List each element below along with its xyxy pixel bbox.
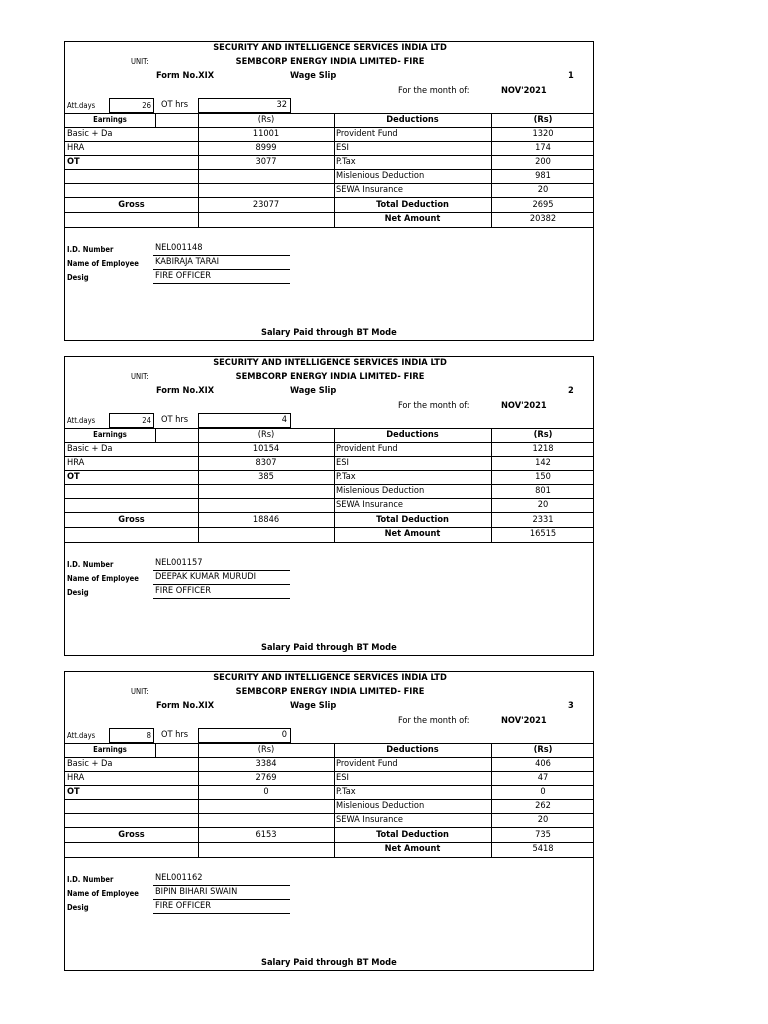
desig-label: Desig xyxy=(67,588,89,597)
deduction-label: P.Tax xyxy=(336,156,356,167)
gross-label: Gross xyxy=(118,829,145,840)
ot-hrs-label: OT hrs xyxy=(161,414,189,425)
id-number: NEL001157 xyxy=(155,557,203,568)
deductions-header: Deductions xyxy=(386,744,439,755)
table-col-rule xyxy=(155,428,156,442)
wage-slip xyxy=(64,671,594,971)
payment-mode-note: Salary Paid through BT Mode xyxy=(261,642,397,653)
unit-name: SEMBCORP ENERGY INDIA LIMITED- FIRE xyxy=(235,56,425,67)
deduction-label: Provident Fund xyxy=(336,758,398,769)
total-deduction-value: 735 xyxy=(535,829,551,840)
deduction-label: ESI xyxy=(336,772,349,783)
payment-mode-note: Salary Paid through BT Mode xyxy=(261,957,397,968)
att-days-label: Att.days xyxy=(67,416,96,425)
table-row-rule xyxy=(65,197,593,198)
net-amount-label: Net Amount xyxy=(384,843,441,854)
net-amount-value: 16515 xyxy=(529,528,557,539)
employee-name-label: Name of Employee xyxy=(67,259,139,268)
employee-name-label: Name of Employee xyxy=(67,889,139,898)
wage-slip xyxy=(64,41,594,341)
earning-value: 8999 xyxy=(255,142,277,153)
name-underline xyxy=(153,255,290,256)
id-number: NEL001162 xyxy=(155,872,203,883)
deductions-rs-header: (Rs) xyxy=(533,114,553,125)
ot-hrs-value: 4 xyxy=(281,414,287,425)
earning-value: 385 xyxy=(258,471,274,482)
earning-label: OT xyxy=(67,786,80,797)
earning-value: 10154 xyxy=(252,443,280,454)
deduction-value: 47 xyxy=(537,772,549,783)
gross-value: 23077 xyxy=(252,199,280,210)
deduction-label: SEWA Insurance xyxy=(336,184,403,195)
table-row-rule xyxy=(65,827,593,828)
id-label: I.D. Number xyxy=(67,560,114,569)
table-col-rule xyxy=(155,113,156,127)
deductions-header: Deductions xyxy=(386,114,439,125)
unit-name: SEMBCORP ENERGY INDIA LIMITED- FIRE xyxy=(235,371,425,382)
form-number: Form No.XIX xyxy=(156,70,215,81)
deduction-value: 150 xyxy=(535,471,551,482)
total-deduction-value: 2331 xyxy=(532,514,554,525)
earning-label: HRA xyxy=(67,457,85,468)
deduction-value: 1218 xyxy=(532,443,554,454)
deduction-label: Mislenious Deduction xyxy=(336,800,425,811)
deduction-value: 20 xyxy=(537,184,549,195)
designation: FIRE OFFICER xyxy=(155,585,211,596)
deduction-value: 200 xyxy=(535,156,551,167)
employee-name: DEEPAK KUMAR MURUDI xyxy=(155,571,257,582)
att-days-label: Att.days xyxy=(67,731,96,740)
att-days-value: 8 xyxy=(146,731,151,740)
ot-hrs-value: 32 xyxy=(276,99,287,110)
month-label: For the month of: xyxy=(398,715,470,726)
wage-slip xyxy=(64,356,594,656)
deduction-label: Provident Fund xyxy=(336,443,398,454)
total-deduction-label: Total Deduction xyxy=(376,199,449,210)
att-days-value: 26 xyxy=(142,101,151,110)
ot-hrs-label: OT hrs xyxy=(161,99,189,110)
deductions-header: Deductions xyxy=(386,429,439,440)
desig-underline xyxy=(153,283,290,284)
employee-name: KABIRAJA TARAI xyxy=(155,256,220,267)
unit-name: SEMBCORP ENERGY INDIA LIMITED- FIRE xyxy=(235,686,425,697)
unit-label: UNIT: xyxy=(131,687,149,696)
payment-mode-note: Salary Paid through BT Mode xyxy=(261,327,397,338)
deduction-value: 0 xyxy=(540,786,546,797)
earning-label: HRA xyxy=(67,772,85,783)
month-value: NOV'2021 xyxy=(501,400,547,411)
slip-number: 1 xyxy=(568,70,574,81)
id-number: NEL001148 xyxy=(155,242,203,253)
net-amount-value: 5418 xyxy=(532,843,554,854)
gross-label: Gross xyxy=(118,514,145,525)
name-underline xyxy=(153,570,290,571)
desig-label: Desig xyxy=(67,273,89,282)
net-amount-label: Net Amount xyxy=(384,213,441,224)
unit-label: UNIT: xyxy=(131,372,149,381)
earning-value: 3077 xyxy=(255,156,277,167)
form-number: Form No.XIX xyxy=(156,700,215,711)
month-label: For the month of: xyxy=(398,400,470,411)
month-value: NOV'2021 xyxy=(501,85,547,96)
earning-value: 8307 xyxy=(255,457,277,468)
designation: FIRE OFFICER xyxy=(155,270,211,281)
deduction-label: Provident Fund xyxy=(336,128,398,139)
earning-label: OT xyxy=(67,471,80,482)
month-value: NOV'2021 xyxy=(501,715,547,726)
deduction-value: 801 xyxy=(535,485,551,496)
deduction-value: 262 xyxy=(535,800,551,811)
table-row-rule xyxy=(65,512,593,513)
table-bottom-rule xyxy=(65,542,593,543)
att-days-label: Att.days xyxy=(67,101,96,110)
earnings-header: Earnings xyxy=(93,430,127,439)
deduction-label: Mislenious Deduction xyxy=(336,485,425,496)
earnings-header: Earnings xyxy=(93,745,127,754)
earnings-header: Earnings xyxy=(93,115,127,124)
deductions-rs-header: (Rs) xyxy=(533,744,553,755)
deduction-label: ESI xyxy=(336,457,349,468)
deduction-value: 1320 xyxy=(532,128,554,139)
deduction-value: 20 xyxy=(537,499,549,510)
company-name: SECURITY AND INTELLIGENCE SERVICES INDIA LTD xyxy=(213,672,447,683)
earning-value: 2769 xyxy=(255,772,277,783)
earning-value: 11001 xyxy=(252,128,280,139)
earning-label: HRA xyxy=(67,142,85,153)
deduction-value: 174 xyxy=(535,142,551,153)
earnings-rs-header: (Rs) xyxy=(257,744,275,755)
deduction-label: P.Tax xyxy=(336,471,356,482)
deduction-label: SEWA Insurance xyxy=(336,499,403,510)
slip-number: 2 xyxy=(568,385,574,396)
gross-label: Gross xyxy=(118,199,145,210)
company-name: SECURITY AND INTELLIGENCE SERVICES INDIA LTD xyxy=(213,42,447,53)
att-days-value: 24 xyxy=(142,416,151,425)
deduction-label: SEWA Insurance xyxy=(336,814,403,825)
total-deduction-label: Total Deduction xyxy=(376,829,449,840)
deduction-label: ESI xyxy=(336,142,349,153)
desig-underline xyxy=(153,598,290,599)
net-amount-label: Net Amount xyxy=(384,528,441,539)
id-label: I.D. Number xyxy=(67,245,114,254)
form-number: Form No.XIX xyxy=(156,385,215,396)
deduction-value: 20 xyxy=(537,814,549,825)
designation: FIRE OFFICER xyxy=(155,900,211,911)
earnings-rs-header: (Rs) xyxy=(257,114,275,125)
table-bottom-rule xyxy=(65,227,593,228)
employee-name-label: Name of Employee xyxy=(67,574,139,583)
deduction-value: 142 xyxy=(535,457,551,468)
slip-number: 3 xyxy=(568,700,574,711)
slip-title: Wage Slip xyxy=(290,700,337,711)
deductions-rs-header: (Rs) xyxy=(533,429,553,440)
employee-name: BIPIN BIHARI SWAIN xyxy=(155,886,238,897)
ot-hrs-label: OT hrs xyxy=(161,729,189,740)
unit-label: UNIT: xyxy=(131,57,149,66)
earning-value: 0 xyxy=(263,786,269,797)
earning-label: Basic + Da xyxy=(67,443,113,454)
deduction-label: P.Tax xyxy=(336,786,356,797)
earning-label: Basic + Da xyxy=(67,128,113,139)
deduction-label: Mislenious Deduction xyxy=(336,170,425,181)
month-label: For the month of: xyxy=(398,85,470,96)
slip-title: Wage Slip xyxy=(290,385,337,396)
total-deduction-label: Total Deduction xyxy=(376,514,449,525)
table-bottom-rule xyxy=(65,857,593,858)
gross-value: 6153 xyxy=(255,829,277,840)
net-amount-value: 20382 xyxy=(529,213,557,224)
desig-label: Desig xyxy=(67,903,89,912)
earning-label: OT xyxy=(67,156,80,167)
earning-value: 3384 xyxy=(255,758,277,769)
deduction-value: 981 xyxy=(535,170,551,181)
total-deduction-value: 2695 xyxy=(532,199,554,210)
slip-title: Wage Slip xyxy=(290,70,337,81)
ot-hrs-value: 0 xyxy=(281,729,287,740)
gross-value: 18846 xyxy=(252,514,280,525)
name-underline xyxy=(153,885,290,886)
earning-label: Basic + Da xyxy=(67,758,113,769)
desig-underline xyxy=(153,913,290,914)
id-label: I.D. Number xyxy=(67,875,114,884)
deduction-value: 406 xyxy=(535,758,551,769)
company-name: SECURITY AND INTELLIGENCE SERVICES INDIA LTD xyxy=(213,357,447,368)
earnings-rs-header: (Rs) xyxy=(257,429,275,440)
table-col-rule xyxy=(155,743,156,757)
